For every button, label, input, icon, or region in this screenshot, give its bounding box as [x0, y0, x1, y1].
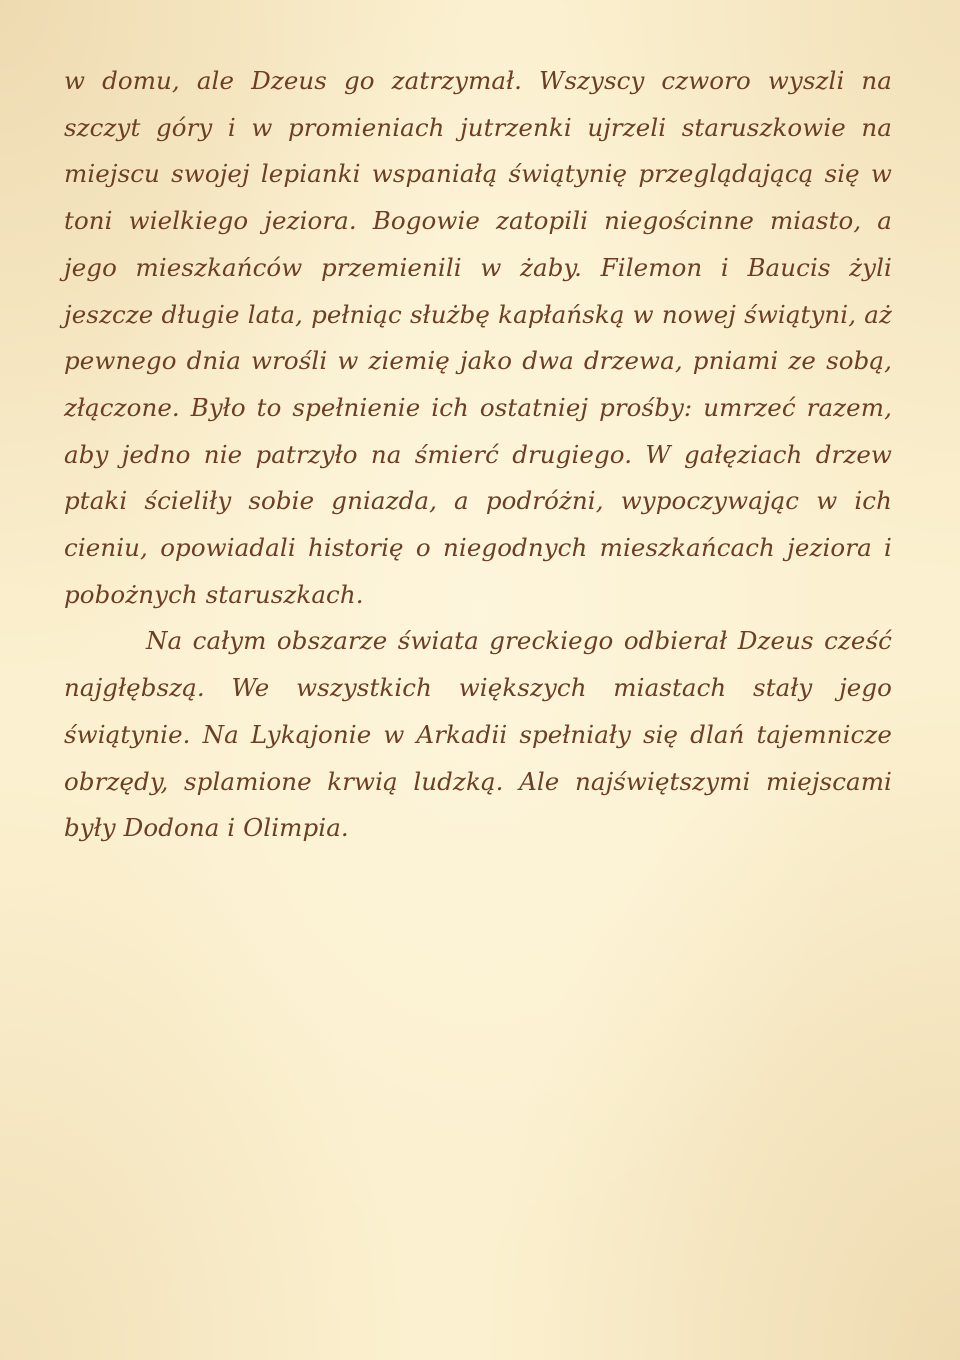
page-text — [64, 58, 892, 852]
paragraph-continuation: w domu, ale Dzeus go zatrzymał. Wszyscy czworo wyszli na szczyt góry i w promieniach jutrzenki ujrzeli staruszkowie na miejscu swojej lepianki wspaniałą świątynię przeglądającą się w toni wielkiego jeziora. Bogowie zatopili niegościnne miasto, a jego mieszkańców przemienili w żaby. Filemon i Baucis żyli jeszcze długie lata, pełniąc służbę kapłańską w nowej świątyni, aż pewnego dnia wrośli w ziemię jako dwa drzewa, pniami ze sobą, złączone. Było to spełnienie ich ostatniej prośby: umrzeć razem, aby jedno nie patrzyło na śmierć drugiego. W gałęziach drzew ptaki ścieliły sobie gniazda, a podróżni, wypoczywając w ich cieniu, opowiadali historię o niegodnych mieszkańcach jeziora i pobożnych staruszkach. — [64, 66, 892, 609]
paragraph-zeus-worship: Na całym obszarze świata greckiego odbierał Dzeus cześć najgłębszą. We wszystkich większych miastach stały jego świątynie. Na Lykajonie w Arkadii spełniały się dlań tajemnicze obrzędy, splamione krwią ludzką. Ale najświętszymi miejscami były Dodona i Olimpia. — [64, 626, 892, 843]
